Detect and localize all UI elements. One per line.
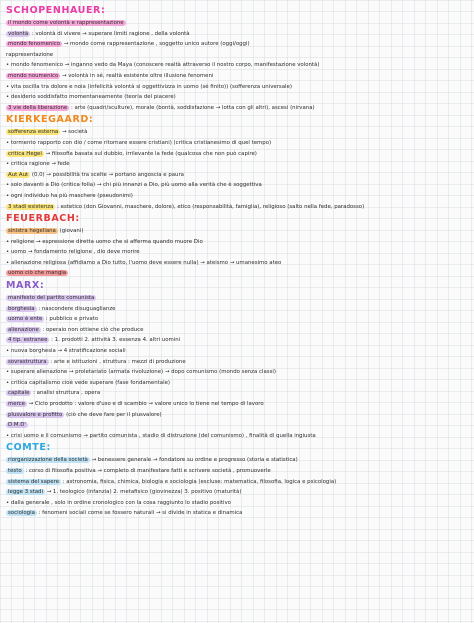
note-line bbox=[6, 304, 468, 315]
note-line bbox=[6, 293, 468, 304]
highlighted-term: riorganizzazione della società bbox=[8, 457, 88, 464]
note-line bbox=[6, 399, 468, 410]
highlighted-term: alienazione bbox=[8, 326, 39, 333]
note-text: • vita oscilla tra dolore e noia (infelicità volontà si oggettivizza in uomo (sé finito)) (sofferenza universale) bbox=[6, 83, 292, 90]
note-text: → benessere generale → fondatore su ordine e progresso (storia e statistica) bbox=[91, 457, 298, 464]
note-line bbox=[6, 159, 468, 170]
note-text: → Ciclo prodotto : valore d'uso e di scambio → valore unico lo tiene nel tempo di lavoro bbox=[28, 401, 264, 407]
note-text: → volontà in sé, realtà esistente oltre illusione fenomeni bbox=[62, 72, 214, 79]
note-text: (0,0) → possibilità tra scelte → portano angoscia e paura bbox=[31, 171, 184, 178]
note-line bbox=[6, 314, 468, 325]
note-text: • uomo → fondamento religione , dio deve morire bbox=[6, 249, 140, 256]
note-line bbox=[6, 466, 468, 477]
note-text: • solo davanti a Dio (critica folla) → chi più innanzi a Dio, più uomo alla verità che è soggettiva bbox=[6, 182, 262, 189]
section-heading: COMTE: bbox=[6, 442, 51, 454]
note-text: • superare alienazione → proletariato (armata rivoluzione) → dopo comunismo (mondo senza classi) bbox=[6, 369, 277, 376]
note-text: • crisi uomo e il comunismo → partito comunista , stadio di distruzione (del comunismo) , finalità di quella ingiusta bbox=[6, 432, 316, 439]
note-text: : nascondere disuguaglianze bbox=[38, 305, 116, 312]
section-heading: SCHOPENHAUER: bbox=[6, 5, 106, 16]
highlighted-term: 3 vie della liberazione bbox=[8, 104, 68, 111]
note-text: : corso di filosofia positiva → completo di manifestare fatti e scrivere società , promuoverle bbox=[25, 467, 271, 474]
highlighted-term: critica Hegel bbox=[8, 150, 42, 157]
note-text: • ogni individuo ha più maschere (pseudonimi) bbox=[6, 192, 133, 199]
section-heading: MARX: bbox=[6, 280, 45, 292]
note-text: : volontà di vivere → superare limiti ragione , della volontà bbox=[31, 30, 190, 37]
note-line bbox=[6, 50, 468, 61]
note-line bbox=[6, 498, 468, 509]
note-line bbox=[6, 258, 468, 269]
note-line bbox=[6, 325, 468, 336]
highlighted-term: il mondo come volontà e rappresentazione bbox=[8, 20, 124, 26]
note-line bbox=[6, 92, 468, 103]
note-text: (ciò che deve fare per il plusvalore) bbox=[66, 411, 162, 418]
note-line bbox=[6, 191, 468, 202]
note-text: • tormento rapporto con dio / come ritornare essere cristiani) (critica cristianesimo di quel tempo) bbox=[6, 139, 272, 146]
note-text: → 1. teologico (infanzia) 2. metafisico (giovinezza) 3. positivo (maturità) bbox=[46, 489, 242, 496]
note-line bbox=[6, 508, 468, 519]
highlighted-term: mondo noumenico bbox=[8, 72, 59, 79]
highlighted-term: 4 tip. estranee bbox=[8, 337, 48, 344]
note-line bbox=[6, 431, 468, 442]
highlighted-term: legge 3 stadi bbox=[8, 489, 43, 496]
note-line bbox=[6, 420, 468, 431]
highlighted-term: sistema del sapere bbox=[8, 478, 60, 485]
section-heading: FEUERBACH: bbox=[6, 213, 80, 225]
note-text: : 1. prodotti 2. attività 3. essenza 4. altri uomini bbox=[51, 337, 181, 344]
note-line bbox=[6, 127, 468, 138]
highlighted-term: uomo è ente bbox=[8, 316, 43, 323]
note-line bbox=[6, 180, 468, 191]
note-line bbox=[6, 18, 468, 29]
note-line bbox=[6, 170, 468, 181]
note-line bbox=[6, 202, 468, 213]
note-line bbox=[6, 477, 468, 488]
note-text: → società bbox=[61, 129, 88, 136]
note-line bbox=[6, 388, 468, 399]
note-line bbox=[6, 410, 468, 421]
highlighted-term: manifesto del partito comunista bbox=[8, 295, 95, 302]
note-text: → mondo come rappresentazione , soggetto unico autore (oggi/oggi) bbox=[63, 41, 250, 48]
note-line bbox=[6, 71, 468, 82]
highlighted-term: sinistra hegeliana bbox=[8, 228, 56, 235]
highlighted-term: sofferenza esterna bbox=[8, 129, 59, 136]
note-text: • religione → espressione diretta uomo che si afferma quando muore Dio bbox=[6, 238, 203, 245]
note-text: • critica capitalismo cioè vede superare (fase fondamentale) bbox=[6, 379, 170, 386]
highlighted-term: testo bbox=[8, 467, 22, 474]
note-line bbox=[6, 103, 468, 114]
note-line bbox=[6, 60, 468, 71]
highlighted-term: volontà bbox=[8, 30, 29, 37]
note-text: : astronomia, fisica, chimica, biologia e sociologia (escluse: matematica, filosofia, logica e psicologia) bbox=[62, 478, 337, 485]
note-text: : fenomeni sociali come se fossero naturali → si divide in statica e dinamica bbox=[38, 510, 243, 517]
note-line bbox=[6, 367, 468, 378]
note-text: • alienazione religiosa (affidiamo a Dio tutto, l'uomo deve essere nulla) → ateismo → umanesimo ateo bbox=[6, 259, 282, 266]
note-line bbox=[6, 29, 468, 40]
note-text: (giovani) bbox=[59, 228, 84, 235]
note-text: • critica ragione → fede bbox=[6, 161, 70, 168]
highlighted-term: sovrastruttura bbox=[8, 358, 47, 365]
note-line bbox=[6, 455, 468, 466]
highlighted-term: merce bbox=[8, 401, 25, 407]
note-line bbox=[6, 247, 468, 258]
note-line bbox=[6, 149, 468, 160]
notes-page bbox=[6, 4, 468, 519]
note-text: → filosofia basata sul dubbio, irrilevante la fede (qualcosa che non può capire) bbox=[45, 150, 257, 157]
highlighted-term: capitale bbox=[8, 390, 30, 397]
note-text: : pubblico e privato bbox=[45, 316, 99, 323]
highlighted-term: plusvalore e profitto bbox=[8, 411, 63, 418]
note-line bbox=[6, 39, 468, 50]
highlighted-term: sociologia bbox=[8, 510, 35, 517]
note-text: : estetico (don Giovanni, maschere, dolore), etico (responsabilità, famiglia), religioso (salto nella fede, paradosso) bbox=[57, 203, 365, 210]
note-line bbox=[6, 335, 468, 346]
note-line bbox=[6, 82, 468, 93]
note-text: • dalla generale , solo in ordine cronologico con la cosa raggiunto lo stadio positivo bbox=[6, 499, 231, 506]
note-text: • nuova borghesia → 4 stratificazione sociali bbox=[6, 348, 126, 355]
note-line bbox=[6, 487, 468, 498]
highlighted-term: borghesia bbox=[8, 305, 35, 312]
note-line bbox=[6, 357, 468, 368]
note-text: • mondo fenomenico → inganno vedo da Maya (conoscere realtà attraverso il nostro corpo, manifestazione volontà) bbox=[6, 62, 320, 69]
highlighted-term: mondo fenomenico bbox=[8, 41, 61, 48]
note-line bbox=[6, 268, 468, 279]
note-line bbox=[6, 138, 468, 149]
highlighted-term: 3 stadi esistenza bbox=[8, 203, 54, 210]
note-text: : arte (quadri/sculture), morale (bontà, soddisfazione → lotta con gli altri), ascesi (nirvana) bbox=[70, 104, 315, 111]
highlighted-term: uomo ciò che mangia bbox=[8, 270, 67, 277]
note-line bbox=[6, 226, 468, 237]
note-text: : analisi struttura , opera bbox=[33, 390, 101, 397]
note-text: • desiderio soddisfatto momentaneamente (teoria del piacere) bbox=[6, 94, 176, 101]
note-line bbox=[6, 378, 468, 389]
highlighted-term: Aut Aut bbox=[8, 171, 29, 178]
note-text: : arte e istituzioni , struttura : mezzi di produzione bbox=[50, 358, 186, 365]
note-line bbox=[6, 237, 468, 248]
note-text: : operaio non ottiene ciò che produce bbox=[42, 326, 144, 333]
note-line bbox=[6, 346, 468, 357]
section-heading: KIERKEGAARD: bbox=[6, 114, 94, 126]
note-text: rappresentazione bbox=[6, 51, 54, 58]
highlighted-term: D.M.D' bbox=[8, 422, 26, 429]
